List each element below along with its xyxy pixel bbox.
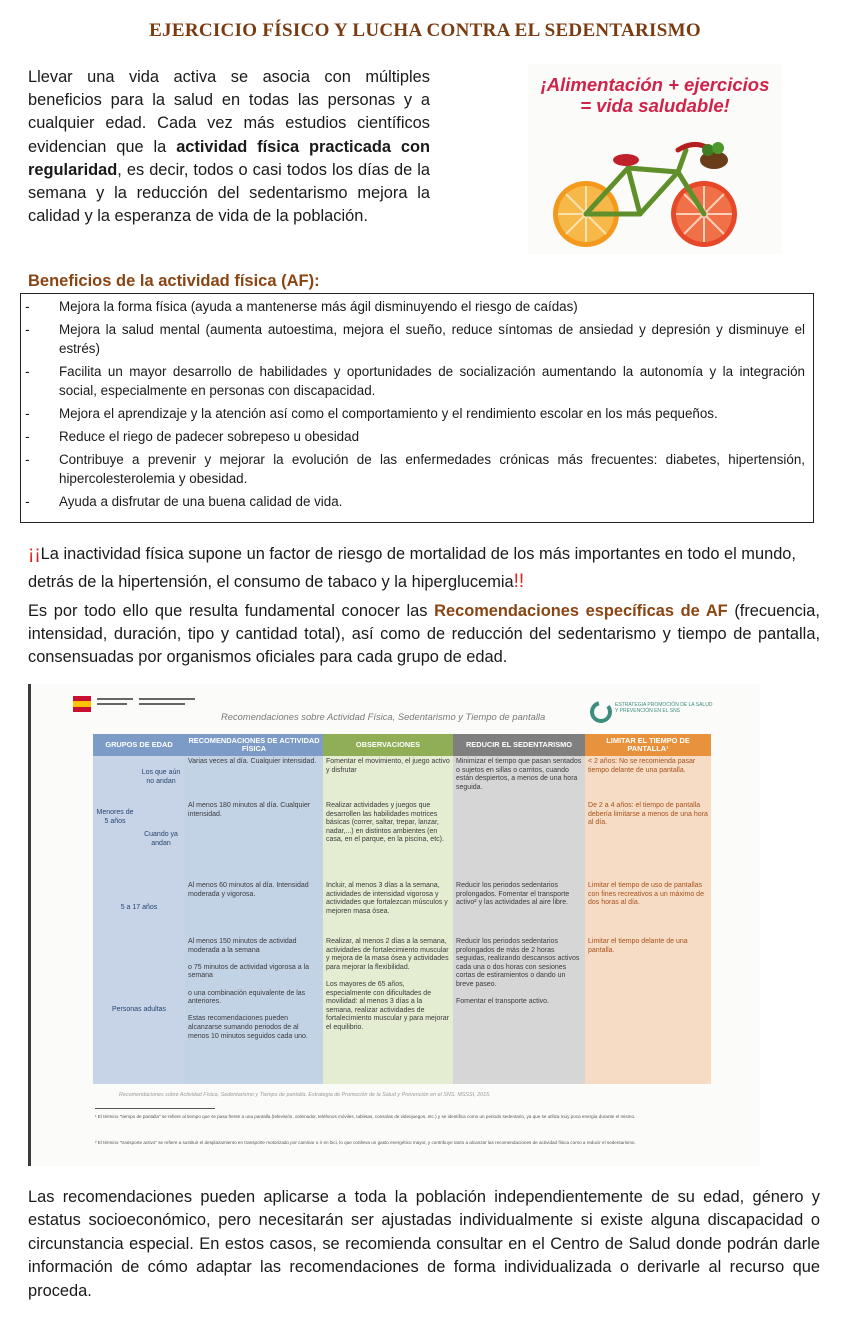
- footnote-1: ¹ El término "tiempo de pantalla" se refiere al tiempo que se pasa frente a una pantalla (televisión, ordenador, teléfonos móviles, tabletas, consolas de videojuegos, etc.) y se identifica como un periodo sedentario, ya que se utiliza muy poca energía durante el mismo.: [95, 1114, 636, 1119]
- table-cell: Reducir los periodos sedentarios prolongados. Fomentar el transporte activo² y las actividades al aire libre.: [453, 880, 585, 936]
- vegetable-bicycle-icon: [528, 64, 782, 254]
- strategy-logo-text: ESTRATEGIA PROMOCIÓN DE LA SALUD Y PREVENCIÓN EN EL SNS: [615, 702, 713, 714]
- list-item: - Mejora la forma física (ayuda a mantenerse más ágil disminuyendo el riesgo de caídas): [25, 298, 578, 314]
- benefits-heading: Beneficios de la actividad física (AF):: [28, 272, 320, 290]
- table-title: Recomendaciones sobre Actividad Física, Sedentarismo y Tiempo de pantalla: [221, 711, 546, 722]
- recommendations-highlight: Recomendaciones específicas de AF: [434, 602, 728, 620]
- benefits-list: [21, 294, 813, 511]
- table-cell: Limitar el tiempo de uso de pantallas con fines recreativos a un máximo de dos horas al día.: [585, 880, 711, 936]
- recommendations-paragraph: Es por todo ello que resulta fundamental conocer las Recomendaciones específicas de AF (frecuencia, intensidad, duración, tipo y cantidad total), así como de reducción del sedentarismo y tiempo de pantalla, consensuadas por organismos oficiales para cada grupo de edad.: [28, 602, 820, 667]
- group-under-5: Menores de 5 años: [93, 756, 137, 880]
- group-adults: Personas adultas: [93, 936, 185, 1084]
- footnote-divider: [95, 1108, 215, 1109]
- table-cell: Al menos 150 minutos de actividad moderada a la semana o 75 minutos de actividad vigorosa a la semana o una combinación equivalente de las anteriores. Estas recomendaciones pueden alcanzarse sumando periodos de al menos 10 minutos seguidos cada uno.: [185, 936, 323, 1084]
- inactivity-warning: ¡¡La inactividad física supone un factor de riesgo de mortalidad de los más importantes en todo el mundo, detrás de la hipertensión, el consumo de tabaco y la hiperglucemia!!: [28, 543, 796, 592]
- col-header-sedentary: REDUCIR EL SEDENTARISMO: [453, 734, 585, 756]
- col-header-observations: OBSERVACIONES: [323, 734, 453, 756]
- recommendations-table: [93, 734, 711, 1084]
- table-cell: Realizar, al menos 2 días a la semana, actividades de fortalecimiento muscular y mejora de la masa ósea y actividades para mejorar la flexibilidad. Los mayores de 65 años, especialmente con dificultades de movilidad: al menos 3 días a la semana, realizar actividades de fortalecimiento muscular y para mejorar el equilibrio.: [323, 936, 453, 1084]
- col-header-recommendations: RECOMENDACIONES DE ACTIVIDAD FÍSICA: [185, 734, 323, 756]
- recommendations-table-figure: [28, 684, 760, 1166]
- table-cell: Realizar actividades y juegos que desarrollen las habilidades motrices básicas (correr, saltar, trepar, lanzar, nadar,...) en distintos ambientes (en casa, en el parque, en la piscina, etc).: [323, 800, 453, 880]
- group-walk: Cuando ya andan: [137, 800, 185, 880]
- intro-paragraph: Llevar una vida activa se asocia con múltiples beneficios para la salud en todas las personas y a cualquier edad. Cada vez más estudios científicos evidencian que la actividad física practicada con regularidad, es decir, todos o casi todos los días de la semana y la reducción del sedentarismo mejora la calidad y la esperanza de vida de la población.: [28, 68, 430, 226]
- table-cell: Limitar el tiempo delante de una pantalla.: [585, 936, 711, 1084]
- list-item: - Reduce el riego de padecer sobrepeso u obesidad: [25, 428, 360, 444]
- table-source: Recomendaciones sobre Actividad Física, Sedentarismo y Tiempo de pantalla. Estrategia de Promoción de la Salud y Prevención en el SNS. MSSSI, 2015.: [119, 1092, 491, 1098]
- poster-slogan: ¡Alimentación + ejercicios = vida saludable!: [540, 74, 770, 116]
- list-item: - Mejora la salud mental (aumenta autoestima, mejora el sueño, reduce síntomas de ansiedad y depresión y disminuye el estrés): [25, 320, 805, 357]
- list-item: - Facilita un mayor desarrollo de habilidades y oportunidades de socialización aumentando la autonomía y la integración social, especialmente en personas con discapacidad.: [25, 363, 805, 399]
- page-title: EJERCICIO FÍSICO Y LUCHA CONTRA EL SEDENTARISMO: [149, 20, 701, 41]
- table-cell: Incluir, al menos 3 días a la semana, actividades de intensidad vigorosa y actividades que fortalezcan músculos y mejoren masa ósea.: [323, 880, 453, 936]
- table-cell: Reducir los periodos sedentarios prolongados de más de 2 horas seguidas, realizando descansos activos cada una o dos horas con sesiones cortas de estiramientos o dando un breve paseo. Fomentar el transporte activo.: [453, 936, 585, 1084]
- table-cell: Al menos 60 minutos al día. Intensidad moderada y vigorosa.: [185, 880, 323, 936]
- list-item: - Mejora el aprendizaje y la atención así como el comportamiento y el rendimiento escolar en los más pequeños.: [25, 405, 718, 422]
- group-no-walk: Los que aún no andan: [137, 756, 185, 800]
- table-cell: Varias veces al día. Cualquier intensidad.: [185, 756, 323, 800]
- table-cell: Minimizar el tiempo que pasan sentados o sujetos en sillas o carritos, cuando están despiertos, a menos de una hora seguida.: [453, 756, 585, 880]
- table-cell: Al menos 180 minutos al día. Cualquier intensidad.: [185, 800, 323, 880]
- group-kids: 5 a 17 años: [93, 880, 185, 936]
- col-header-age: GRUPOS DE EDAD: [93, 734, 185, 756]
- list-item: - Ayuda a disfrutar de una buena calidad de vida.: [25, 493, 343, 509]
- footnote-2: ² El término "transporte activo" se refiere a sustituir el desplazamiento en transporte motorizado por caminar o ir en bici, lo que conlleva un gasto energético mayor, y contribuye tanto a alcanzar las recomendaciones de actividad física como a reducir el sedentarismo.: [95, 1140, 636, 1145]
- table-cell: Fomentar el movimiento, el juego activo y disfrutar: [323, 756, 453, 800]
- intro-bold-phrase: actividad física practicada con regularidad: [28, 137, 430, 179]
- benefits-box: [20, 293, 814, 523]
- government-logo-icon: [37, 690, 197, 716]
- col-header-screen-time: LIMITAR EL TIEMPO DE PANTALLA¹: [585, 734, 711, 756]
- table-cell: De 2 a 4 años: el tiempo de pantalla debería limitarse a menos de una hora al día.: [585, 800, 711, 880]
- table-cell: < 2 años: No se recomienda pasar tiempo delante de una pantalla.: [585, 756, 711, 800]
- final-paragraph: Las recomendaciones pueden aplicarse a toda la población independientemente de su edad, género y estatus socioeconómico, pero necesitarán ser ajustadas individualmente si existe alguna discapacidad o circunstancia especial. En estos casos, se recomienda consultar en el Centro de Salud donde podrán darle información de cómo adaptar las recomendaciones de forma individualizada o derivarle al recurso que proceda.: [28, 1188, 820, 1300]
- healthy-life-poster: [528, 64, 782, 254]
- list-item: - Contribuye a prevenir y mejorar la evolución de las enfermedades crónicas más frecuentes: diabetes, hipertensión, hipercolesterolemia y obesidad.: [25, 450, 805, 487]
